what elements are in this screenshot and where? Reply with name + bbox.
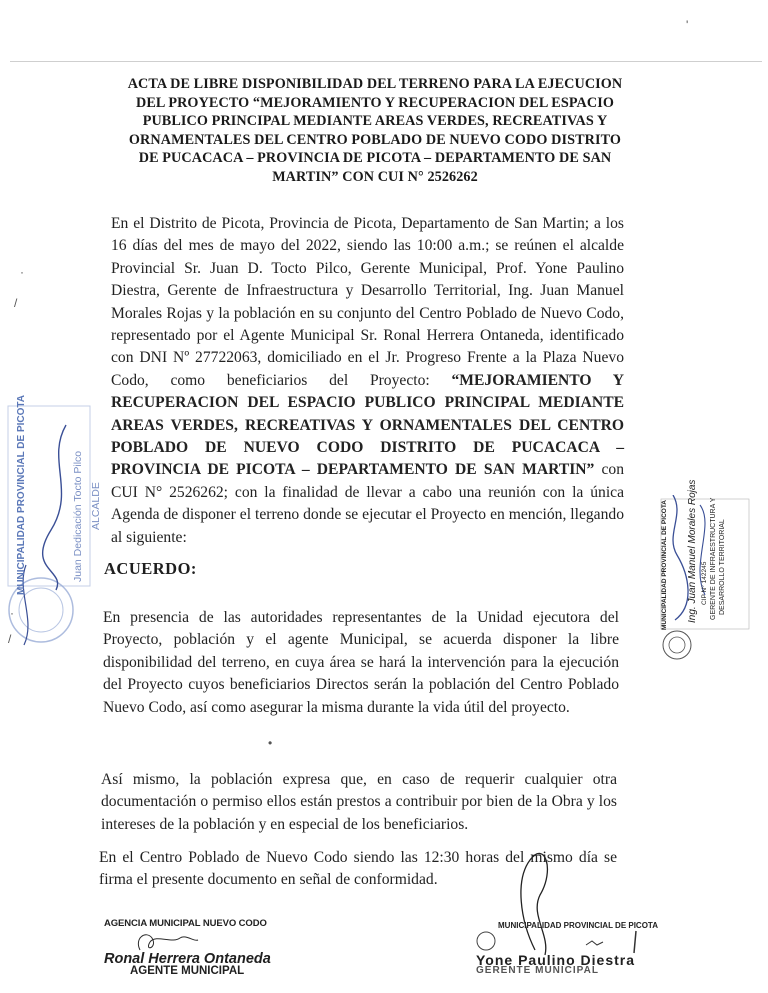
- manager-stamp-name: Ing. Juan Manuel Morales Rojas: [687, 479, 698, 623]
- scan-speck: ·: [10, 606, 14, 620]
- population-paragraph: Así mismo, la población expresa que, en caso de requerir cualquier otra documentación o permiso ellos están prestos a contribuir por bien de la Obra y los intereses de la población y en especial de los beneficiarios.: [101, 771, 617, 833]
- manager-stamp-org: MUNICIPALIDAD PROVINCIAL DE PICOTA: [661, 499, 668, 630]
- title-line: DE PUCACACA – PROVINCIA DE PICOTA – DEPARTAMENTO DE SAN: [138, 150, 612, 167]
- title-line: PUBLICO PRINCIPAL MEDIANTE AREAS VERDES, RECREATIVAS Y: [142, 113, 608, 130]
- agent-signature-block: [104, 918, 304, 977]
- intro-paragraph: [111, 213, 624, 549]
- manager-role: GERENTE MUNICIPAL: [476, 965, 599, 976]
- title-line: ORNAMENTALES DEL CENTRO POBLADO DE NUEVO CODO DISTRITO: [128, 131, 622, 148]
- mayor-stamp-org: MUNICIPALIDAD PROVINCIAL DE PICOTA: [16, 394, 27, 595]
- manager-org: MUNICIPALIDAD PROVINCIAL DE PICOTA: [498, 921, 659, 930]
- scan-speck: ': [686, 18, 689, 32]
- manager-name: Yone Paulino Diestra: [476, 952, 635, 968]
- manager-seal-scribble: [476, 925, 646, 957]
- manager-signature-block: [476, 921, 676, 976]
- scan-speck: /: [14, 296, 18, 310]
- agent-signature-scribble: [132, 928, 202, 956]
- agent-role: AGENTE MUNICIPAL: [130, 965, 245, 977]
- title-line: MARTIN” CON CUI N° 2526262: [272, 168, 478, 185]
- mayor-stamp: [6, 394, 121, 670]
- title-line: ACTA DE LIBRE DISPONIBILIDAD DEL TERRENO PARA LA EJECUCION: [127, 76, 623, 92]
- mayor-stamp-name: Juan Dedicación Tocto Pilco: [72, 450, 84, 582]
- scan-speck: /: [8, 632, 12, 646]
- manager-stamp-role-line2: DESARROLLO TERRITORIAL: [719, 519, 726, 615]
- title-line: DEL PROYECTO “MEJORAMIENTO Y RECUPERACION DEL ESPACIO: [135, 94, 614, 111]
- agent-org: AGENCIA MUNICIPAL NUEVO CODO: [104, 918, 267, 929]
- project-name: “MEJORAMIENTO Y RECUPERACION DEL ESPACIO PUBLICO PRINCIPAL MEDIANTE AREAS VERDES, RECREATIVAS Y ORNAMENTALES DEL CENTRO POBLADO DE NUEVO CODO DISTRITO DE PUCACACA – PROVINCIA DE PICOTA – DEPARTAMENTO DE SAN MARTIN”: [111, 371, 624, 479]
- closing-paragraph: En el Centro Poblado de Nuevo Codo siendo las 12:30 horas del mismo día se firma el presente documento en señal de conformidad.: [99, 849, 617, 889]
- scan-speck: ·: [20, 265, 24, 279]
- mayor-stamp-role: ALCALDE: [90, 482, 102, 530]
- scan-edge-line: [10, 61, 762, 62]
- manager-stamp-cip: CIP N° 142245: [701, 561, 708, 605]
- agreement-heading: ACUERDO:: [104, 559, 197, 578]
- agent-name: Ronal Herrera Ontaneda: [104, 951, 271, 967]
- manager-stamp-role-line1: GERENTE DE INFRAESTRUCTURA Y: [710, 497, 717, 620]
- agreement-paragraph: En presencia de las autoridades representantes de la Unidad ejecutora del Proyecto, población y el agente Municipal, se acuerda disponer la libre disponibilidad del terreno, en cuya área se hará la intervención para la ejecución del Proyecto cuyos beneficiarios Directos serán la población del Centro Poblado Nuevo Codo, así como asegurar la misma durante la vida útil del proyecto.: [103, 609, 619, 716]
- intro-text: En el Distrito de Picota, Provincia de Picota, Departamento de San Martin; a los 16 días del mes de mayo del 2022, siendo las 10:00 a.m.; se reúnen el alcalde Provincial Sr. Juan D. Tocto Pilco, Gerente Municipal, Prof. Yone Paulino Diestra, Gerente de Infraestructura y Desarrollo Territorial, Ing. Juan Manuel Morales Rojas y la población en su conjunto del Centro Poblado de Nuevo Codo, representado por el Agente Municipal Sr. Ronal Herrera Ontaneda, identificado con DNI Nº 27722063, domiciliado en el Jr. Progreso Frente a la Plaza Nuevo Codo, como beneficiarios del Proyecto:: [111, 215, 624, 389]
- intro-outro-text: con CUI N° 2526262; con la finalidad de llevar a cabo una reunión con la única Agenda de disponer el terreno donde se ejecutar el Proyecto en mención, llegando al siguiente:: [111, 461, 624, 546]
- document-title: [110, 75, 640, 187]
- scan-speck: •: [268, 736, 273, 750]
- infrastructure-manager-stamp: [655, 479, 755, 675]
